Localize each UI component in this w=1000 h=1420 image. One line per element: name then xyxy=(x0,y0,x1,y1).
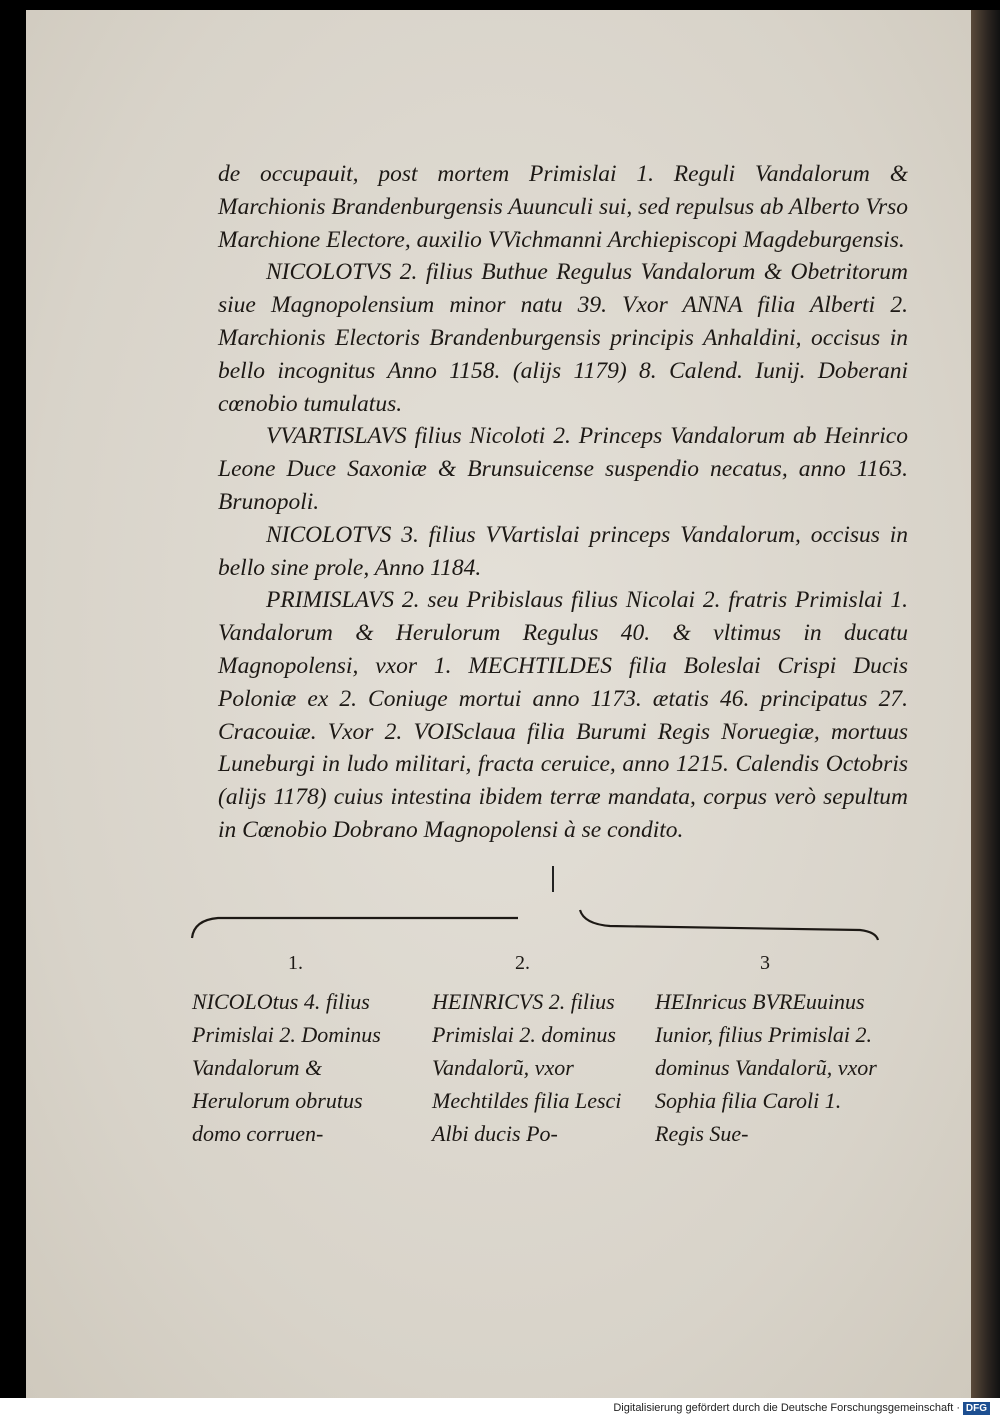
paragraph-nicolotus-3: NICOLOTVS 3. filius VVartislai princeps Vandalorum, occisus in bello sine prole, Anno 1184. xyxy=(218,521,908,581)
book-spine xyxy=(971,10,1000,1398)
paragraph-1: de occupauit, post mortem Primislai 1. Reguli Vandalorum & Marchionis Brandenburgensis Auunculi sui, sed repulsus ab Alberto Vrso Marchione Electore, auxilio VVichmanni Archiepiscopi Magdeburgensis. xyxy=(218,161,908,253)
footer-credit: Digitalisierung gefördert durch die Deutsche Forschungsgemeinschaft · xyxy=(613,1402,960,1414)
column-number-3: 3 xyxy=(760,952,770,974)
paragraph-primislavs-2: PRIMISLAVS 2. seu Pribislaus filius Nicolai 2. fratris Primislai 1. Vandalorum & Herulorum Regulus 40. & vltimus in ducatu Magnopolensi, vxor 1. MECHTILDES filia Boleslai Crispi Ducis Poloniæ ex 2. Coniuge mortui anno 1173. ætatis 46. principatus 27. Cracouiæ. Vxor 2. VOISclaua filia Burumi Regis Noruegiæ, mortuus Luneburgi in ludo militari, fracta ceruice, anno 1215. Calendis Octobris (alijs 1178) cuius intestina ibidem terræ mandata, corpus verò sepultum in Cœnobio Dobrano Magnopolensi à se condito. xyxy=(218,587,908,843)
book-page xyxy=(26,10,971,1398)
left-brace-icon xyxy=(188,906,518,942)
column-2-text: HEINRICVS 2. filius Primislai 2. dominus Vandalorũ, vxor Mechtildes filia Lesci Albi ducis Po- xyxy=(432,989,622,1146)
column-1-text: NICOLOtus 4. filius Primislai 2. Dominus Vandalorum & Herulorum obrutus domo corruen- xyxy=(192,989,381,1146)
paragraph-vvartislavs: VVARTISLAVS filius Nicoloti 2. Princeps Vandalorum ab Heinrico Leone Duce Saxoniæ & Brunsuicense suspendio necatus, anno 1163. Brunopoli. xyxy=(218,423,908,515)
footer-bar xyxy=(0,1398,1000,1420)
vertical-mark xyxy=(552,866,554,892)
main-text xyxy=(218,158,908,847)
column-3-text: HEInricus BVREuuinus Iunior, filius Primislai 2. dominus Vandalorũ, vxor Sophia filia Caroli 1. Regis Sue- xyxy=(655,989,877,1146)
paragraph-nicolotus-2: NICOLOTVS 2. filius Buthue Regulus Vandalorum & Obetritorum siue Magnopolensium minor natu 39. Vxor ANNA filia Alberti 2. Marchionis Electoris Brandenburgensis principis Anhaldini, occisus in bello incognitus Anno 1158. (alijs 1179) 8. Calend. Iunij. Doberani cœnobio tumulatus. xyxy=(218,259,908,417)
column-number-1: 1. xyxy=(288,952,303,974)
dfg-logo-icon: DFG xyxy=(963,1402,990,1415)
column-number-2: 2. xyxy=(515,952,530,974)
right-brace-icon xyxy=(550,906,880,942)
